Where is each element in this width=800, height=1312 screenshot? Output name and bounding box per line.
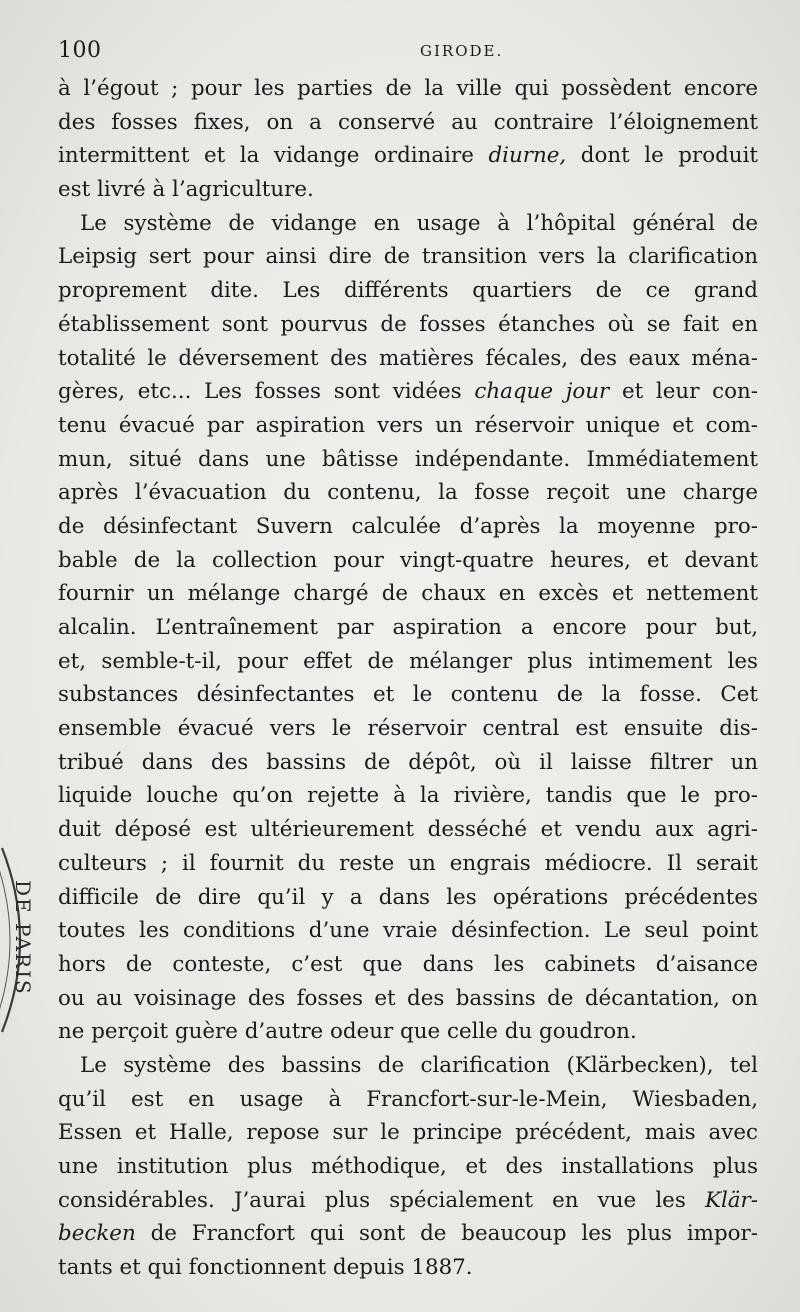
text-line: difficile de dire qu’il y a dans les opérations précédentes	[58, 884, 758, 910]
text-line: Leipsig sert pour ainsi dire de transition vers la clarification	[58, 244, 758, 270]
text-line: tenu évacué par aspiration vers un réservoir unique et com-	[58, 412, 758, 438]
italic-run: becken	[58, 1221, 136, 1247]
text-line: de désinfectant Suvern calculée d’après la moyenne pro-	[58, 513, 758, 539]
text-line: une institution plus méthodique, et des installations plus	[58, 1154, 758, 1179]
text-run: considérables. J’aurai plus spécialement en vue les	[58, 1187, 705, 1213]
text-line: qu’il est en usage à Francfort-sur-le-Mein, Wiesbaden,	[58, 1086, 758, 1112]
stamp-text: DE PARIS	[11, 880, 35, 996]
text-run: intermittent et la vidange ordinaire	[58, 143, 489, 169]
text-run: gères, etc... Les fosses sont vidées	[58, 379, 475, 405]
text-line: fournir un mélange chargé de chaux en excès et nettement	[58, 581, 758, 607]
text-line	[58, 375, 758, 409]
library-stamp-icon	[0, 840, 42, 1040]
text-line: ne perçoit guère d’autre odeur que celle du goudron.	[58, 1019, 637, 1045]
body-text	[58, 72, 758, 1285]
text-line: bable de la collection pour vingt-quatre heures, et devant	[58, 547, 758, 573]
text-line: duit déposé est ultérieurement desséché et vendu aux agri-	[58, 817, 758, 843]
italic-run: Klär-	[704, 1187, 758, 1213]
text-line: alcalin. L’entraînement par aspiration a encore pour but,	[58, 615, 758, 640]
text-line: hors de conteste, c’est que dans les cabinets d’aisance	[58, 951, 758, 977]
page-header	[58, 38, 758, 68]
text-line: tants et qui fonctionnent depuis 1887.	[58, 1255, 473, 1281]
text-line: après l’évacuation du contenu, la fosse reçoit une charge	[58, 480, 758, 506]
text-line: à l’égout ; pour les parties de la ville qui possèdent encore	[58, 76, 758, 101]
text-run: et leur con-	[609, 379, 758, 405]
text-line: liquide louche qu’on rejette à la rivière, tandis que le pro-	[58, 783, 758, 809]
text-line: Essen et Halle, repose sur le principe précédent, mais avec	[58, 1120, 758, 1146]
text-line: établissement sont pourvus de fosses étanches où se fait en	[58, 311, 758, 337]
text-line: proprement dite. Les différents quartiers de ce grand	[58, 278, 758, 304]
text-line: mun, situé dans une bâtisse indépendante. Immédiatement	[58, 446, 758, 472]
running-head: GIRODE.	[420, 42, 504, 60]
text-line	[58, 1217, 758, 1251]
text-line: ensemble évacué vers le réservoir central est ensuite dis-	[58, 716, 758, 742]
text-line: Le système des bassins de clarification (Klärbecken), tel	[80, 1052, 758, 1078]
text-line: ou au voisinage des fosses et des bassins de décantation, on	[58, 985, 758, 1011]
text-line	[58, 139, 758, 173]
text-line: totalité le déversement des matières fécales, des eaux ména-	[58, 345, 758, 371]
text-line	[58, 1184, 758, 1218]
text-line: culteurs ; il fournit du reste un engrais médiocre. Il serait	[58, 850, 758, 876]
text-line: tribué dans des bassins de dépôt, où il laisse filtrer un	[58, 749, 758, 775]
text-line: est livré à l’agriculture.	[58, 177, 314, 203]
text-line: et, semble-t-il, pour effet de mélanger plus intimement les	[58, 648, 758, 674]
page-number: 100	[58, 38, 102, 63]
text-line: des fosses fixes, on a conservé au contraire l’éloignement	[58, 109, 758, 135]
text-run: dont le produit	[566, 143, 759, 169]
text-line: toutes les conditions d’une vraie désinfection. Le seul point	[58, 918, 758, 944]
italic-run: diurne,	[488, 143, 567, 169]
text-line: substances désinfectantes et le contenu de la fosse. Cet	[58, 682, 758, 708]
text-line: Le système de vidange en usage à l’hôpital général de	[80, 210, 758, 236]
text-run: de Francfort qui sont de beaucoup les plus impor-	[135, 1221, 758, 1247]
italic-run: chaque jour	[474, 379, 610, 405]
